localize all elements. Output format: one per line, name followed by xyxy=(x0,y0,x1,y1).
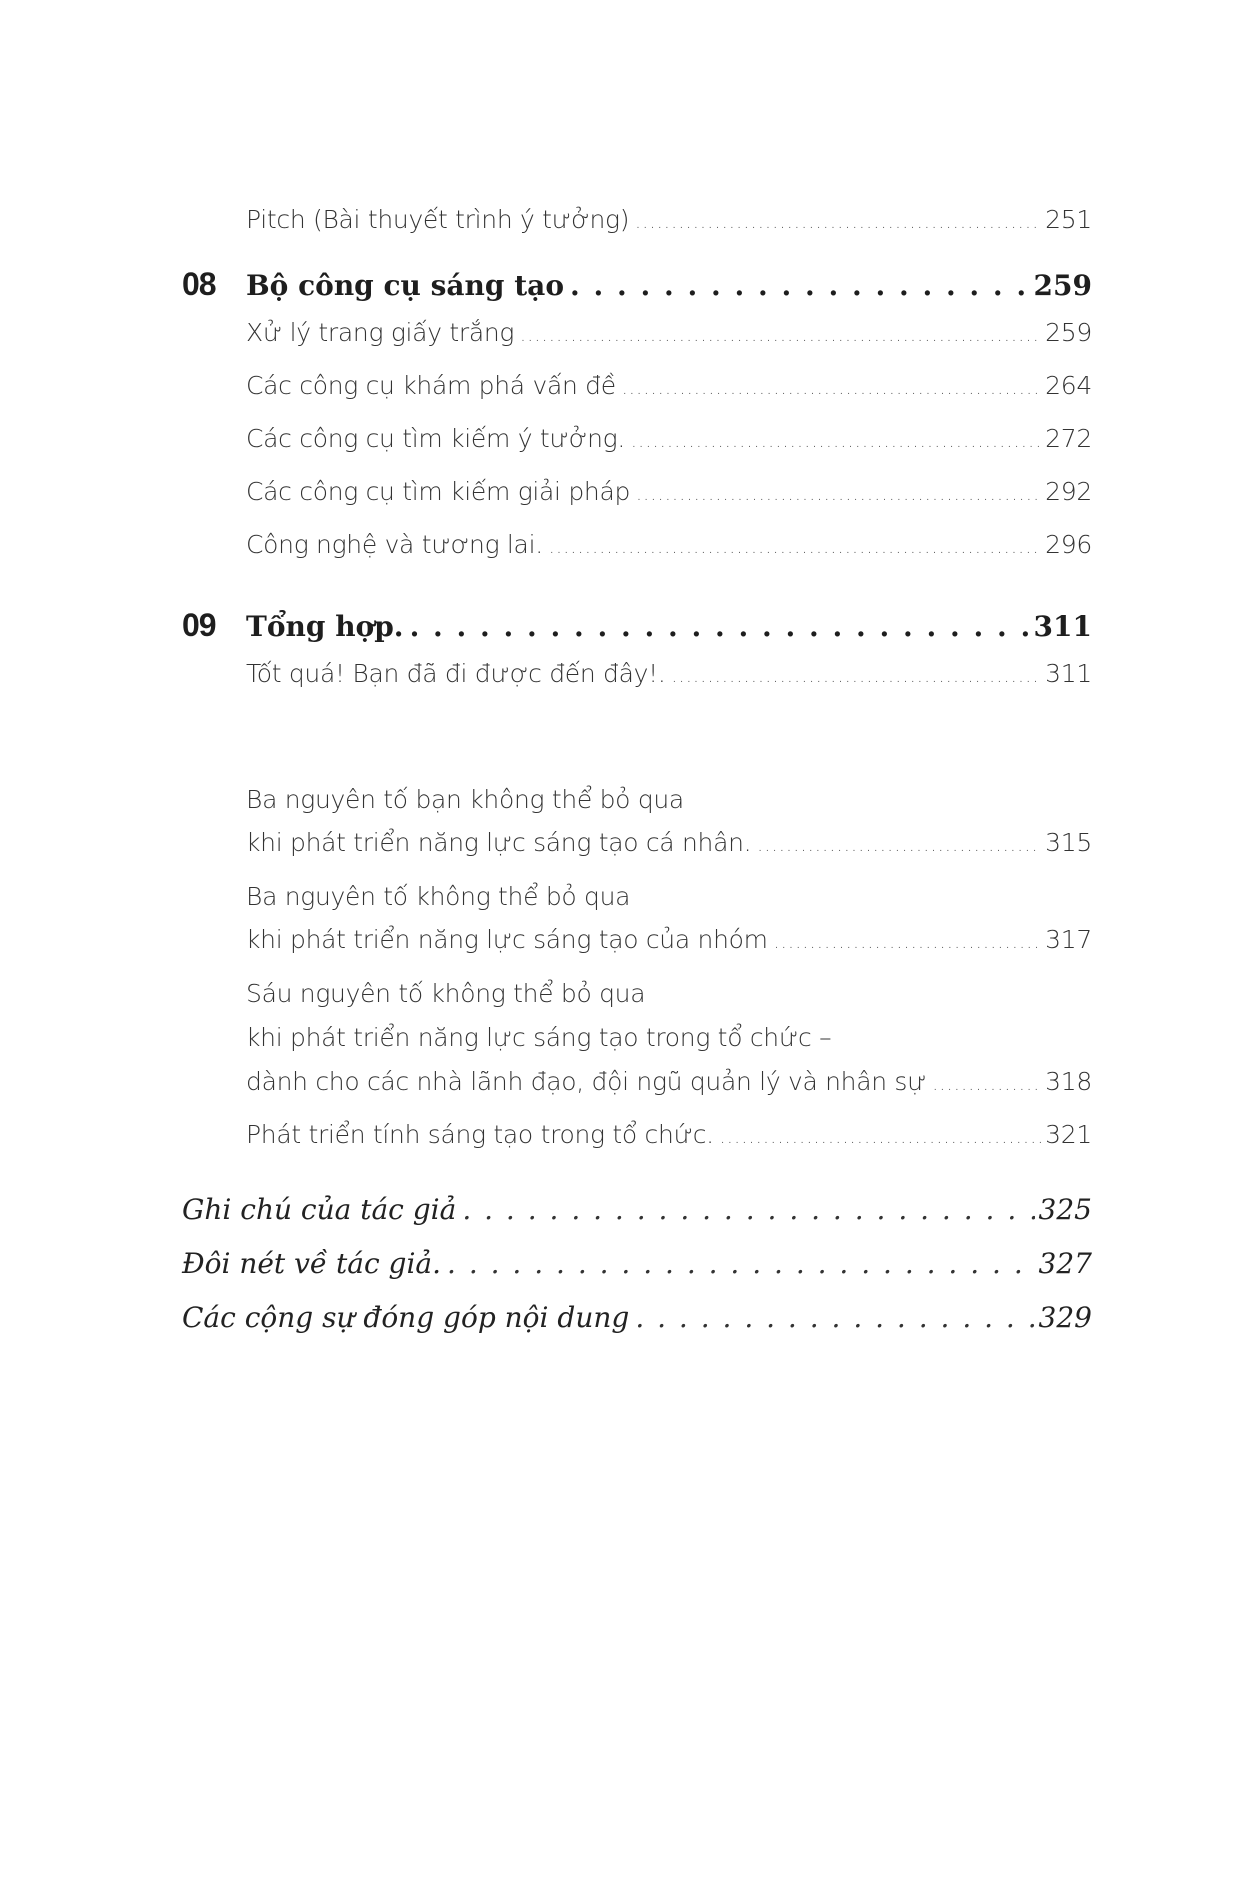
toc-entry-page: 296 xyxy=(1045,530,1092,559)
toc-entry-line: Ba nguyên tố bạn không thể bỏ qua xyxy=(246,785,684,814)
chapter-title-text: Bộ công cụ sáng tạo xyxy=(246,269,564,302)
chapter-number: 08 xyxy=(182,266,216,302)
toc-entry-title: dành cho các nhà lãnh đạo, đội ngũ quản lý và nhân sự xyxy=(246,1067,927,1096)
dot-leader xyxy=(757,835,1041,856)
toc-entry-personal[interactable] xyxy=(246,828,1092,857)
toc-entry[interactable] xyxy=(246,424,1092,453)
dot-leader xyxy=(672,666,1042,687)
toc-entry-title: Các công cụ tìm kiếm ý tưởng. xyxy=(246,424,626,453)
dot-leader xyxy=(462,1193,1034,1226)
dot-leader xyxy=(774,932,1042,953)
appendix-page: 325 xyxy=(1038,1193,1092,1226)
dot-leader xyxy=(520,325,1041,346)
chapter-title xyxy=(182,266,564,303)
toc-entry-line: Sáu nguyên tố không thể bỏ qua xyxy=(246,979,646,1008)
toc-entry-page: 318 xyxy=(1045,1067,1092,1096)
toc-entry-org[interactable] xyxy=(246,1067,1092,1096)
toc-entry-team[interactable] xyxy=(246,925,1092,954)
toc-entry[interactable] xyxy=(246,318,1092,347)
toc-entry-title: khi phát triển năng lực sáng tạo cá nhân. xyxy=(246,828,752,857)
chapter-heading-09[interactable] xyxy=(182,607,1092,644)
dot-leader xyxy=(631,431,1041,452)
chapter-heading-08[interactable] xyxy=(182,266,1092,303)
toc-entry-title: Công nghệ và tương lai. xyxy=(246,530,543,559)
appendix-entry-contributors[interactable] xyxy=(182,1301,1092,1334)
chapter-number: 09 xyxy=(182,607,216,643)
toc-entry-pitch[interactable] xyxy=(246,205,1092,234)
dot-leader xyxy=(622,378,1041,399)
toc-entry-page: 272 xyxy=(1045,424,1092,453)
appendix-page: 327 xyxy=(1038,1247,1092,1280)
toc-entry-great[interactable] xyxy=(246,659,1092,688)
toc-entry-title: khi phát triển năng lực sáng tạo của nhóm xyxy=(246,925,768,954)
dot-leader xyxy=(932,1074,1041,1095)
chapter-title xyxy=(182,607,404,644)
toc-entry-title: Các công cụ tìm kiếm giải pháp xyxy=(246,477,631,506)
appendix-entry-notes[interactable] xyxy=(182,1193,1092,1226)
toc-entry[interactable] xyxy=(246,530,1092,559)
toc-entry-title: Các công cụ khám phá vấn đề xyxy=(246,371,616,400)
dot-leader xyxy=(447,1247,1035,1280)
toc-entry-page: 259 xyxy=(1045,318,1092,347)
toc-entry-title: Pitch (Bài thuyết trình ý tưởng) xyxy=(246,205,630,234)
dot-leader xyxy=(570,269,1030,302)
dot-leader xyxy=(635,212,1041,233)
toc-entry[interactable] xyxy=(246,477,1092,506)
chapter-page: 311 xyxy=(1033,610,1092,643)
toc-entry-line: khi phát triển năng lực sáng tạo trong tổ chức – xyxy=(246,1023,832,1052)
dot-leader xyxy=(549,537,1041,558)
appendix-title: Đôi nét về tác giả. xyxy=(182,1247,442,1280)
toc-entry-title: Xử lý trang giấy trắng xyxy=(246,318,515,347)
appendix-title: Các cộng sự đóng góp nội dung xyxy=(182,1301,630,1334)
dot-leader xyxy=(636,484,1041,505)
toc-entry-page: 315 xyxy=(1045,828,1092,857)
toc-entry-page: 321 xyxy=(1045,1120,1092,1149)
appendix-page: 329 xyxy=(1038,1301,1092,1334)
toc-entry-page: 292 xyxy=(1045,477,1092,506)
toc-entry-title: Tốt quá! Bạn đã đi được đến đây!. xyxy=(246,659,666,688)
chapter-page: 259 xyxy=(1033,269,1092,302)
toc-entry-develop[interactable] xyxy=(246,1120,1092,1149)
toc-entry-page: 317 xyxy=(1045,925,1092,954)
toc-entry-title: Phát triển tính sáng tạo trong tổ chức. xyxy=(246,1120,714,1149)
toc-entry-page: 251 xyxy=(1045,205,1092,234)
dot-leader xyxy=(635,1301,1034,1334)
toc-entry-line: Ba nguyên tố không thể bỏ qua xyxy=(246,882,631,911)
appendix-entry-author[interactable] xyxy=(182,1247,1092,1280)
dot-leader xyxy=(410,610,1030,643)
toc-entry-page: 264 xyxy=(1045,371,1092,400)
toc-entry-page: 311 xyxy=(1045,659,1092,688)
appendix-title: Ghi chú của tác giả xyxy=(182,1193,457,1226)
toc-entry[interactable] xyxy=(246,371,1092,400)
dot-leader xyxy=(720,1127,1041,1148)
chapter-title-text: Tổng hợp. xyxy=(246,610,404,643)
